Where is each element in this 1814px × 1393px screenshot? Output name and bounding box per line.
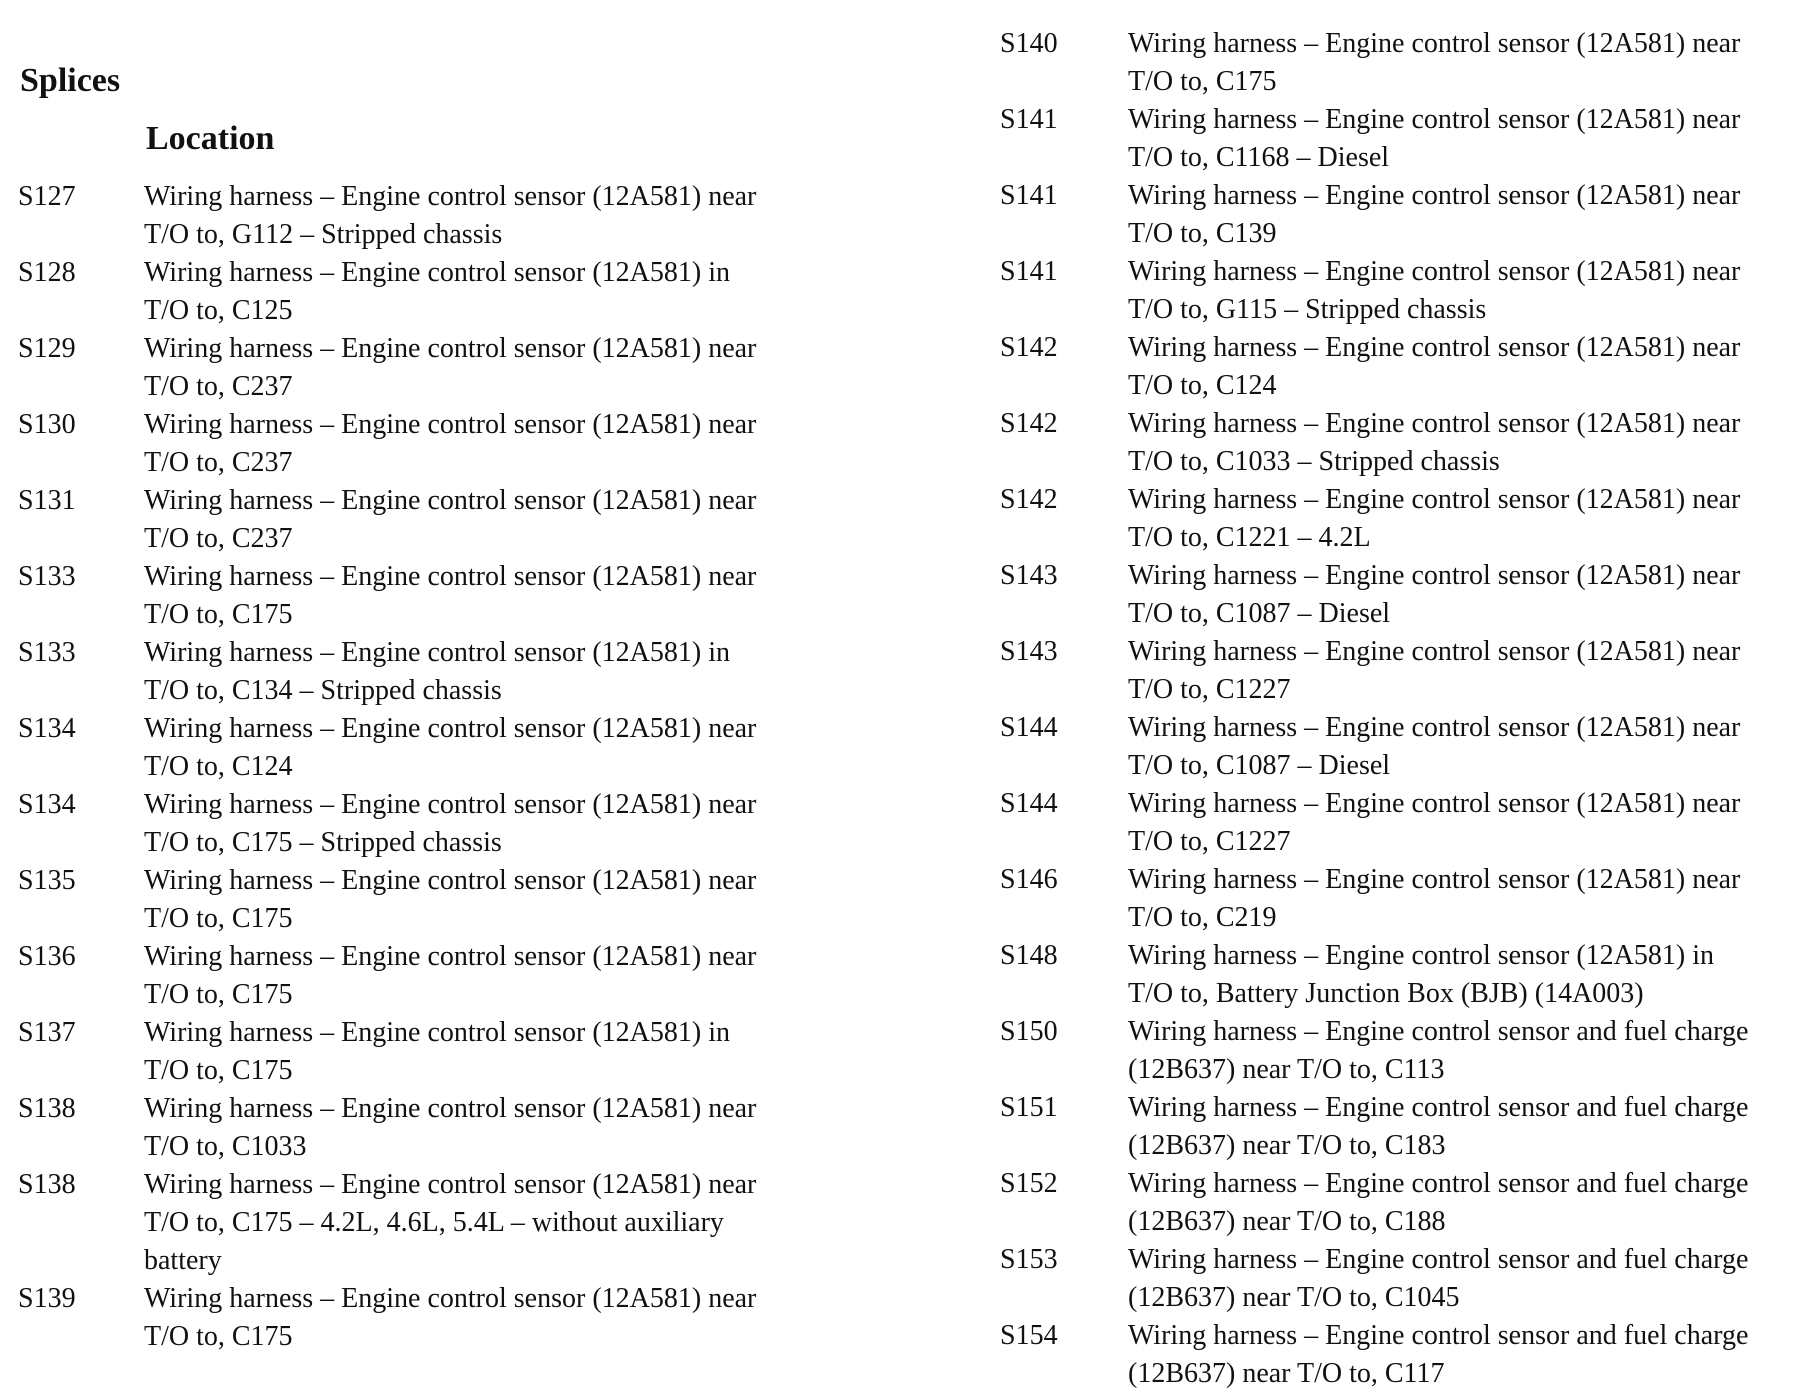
splice-location-line: Wiring harness – Engine control sensor (12A581) in bbox=[144, 637, 730, 668]
splice-location bbox=[144, 710, 816, 786]
splice-location-line: T/O to, C175 – 4.2L, 4.6L, 5.4L – without auxiliary bbox=[144, 1207, 724, 1238]
splice-entry bbox=[1000, 481, 1800, 557]
splice-location bbox=[144, 254, 816, 330]
splice-entry bbox=[18, 634, 798, 710]
splice-entry bbox=[18, 1280, 798, 1356]
splice-id: S137 bbox=[18, 1017, 76, 1048]
splice-location bbox=[1128, 861, 1796, 937]
splice-entry bbox=[18, 1014, 798, 1090]
splice-location-line: Wiring harness – Engine control sensor (12A581) near bbox=[144, 789, 757, 820]
splice-location-line: T/O to, G112 – Stripped chassis bbox=[144, 219, 503, 250]
splice-location bbox=[1128, 25, 1796, 101]
splice-entry bbox=[18, 1166, 798, 1280]
splice-location-line: Wiring harness – Engine control sensor (12A581) near bbox=[1128, 408, 1741, 439]
splice-entry bbox=[18, 1090, 798, 1166]
splice-location-line: Wiring harness – Engine control sensor (12A581) near bbox=[1128, 636, 1741, 667]
splice-location-line: Wiring harness – Engine control sensor (12A581) near bbox=[1128, 332, 1741, 363]
splice-entry bbox=[1000, 709, 1800, 785]
splice-entry bbox=[18, 710, 798, 786]
splice-location-line: Wiring harness – Engine control sensor (12A581) near bbox=[1128, 712, 1741, 743]
splice-location-line: Wiring harness – Engine control sensor and fuel charge bbox=[1128, 1092, 1749, 1123]
page-heading: Splices bbox=[20, 62, 121, 99]
splice-id: S146 bbox=[1000, 864, 1058, 895]
splice-entry bbox=[18, 862, 798, 938]
splice-location-line: T/O to, C125 bbox=[144, 295, 293, 326]
splice-id: S141 bbox=[1000, 256, 1058, 287]
splice-location bbox=[1128, 1089, 1796, 1165]
splice-location bbox=[144, 406, 816, 482]
splice-location-line: T/O to, C175 bbox=[144, 979, 293, 1010]
splice-location-line: (12B637) near T/O to, C183 bbox=[1128, 1130, 1446, 1161]
splice-location bbox=[1128, 1013, 1796, 1089]
splice-location bbox=[1128, 253, 1796, 329]
splice-entry bbox=[18, 786, 798, 862]
splice-location bbox=[144, 862, 816, 938]
splice-location-line: T/O to, C124 bbox=[1128, 370, 1277, 401]
splice-location-line: T/O to, C237 bbox=[144, 371, 293, 402]
splice-id: S133 bbox=[18, 637, 76, 668]
splice-location-line: T/O to, C175 bbox=[144, 1055, 293, 1086]
splice-entry bbox=[1000, 177, 1800, 253]
splice-entry bbox=[18, 254, 798, 330]
splice-id: S128 bbox=[18, 257, 76, 288]
splice-entry bbox=[1000, 633, 1800, 709]
splice-id: S152 bbox=[1000, 1168, 1058, 1199]
splice-location-line: Wiring harness – Engine control sensor (12A581) in bbox=[144, 257, 730, 288]
splice-id: S133 bbox=[18, 561, 76, 592]
splice-location-line: Wiring harness – Engine control sensor and fuel charge bbox=[1128, 1244, 1749, 1275]
splice-entry bbox=[1000, 101, 1800, 177]
splice-id: S139 bbox=[18, 1283, 76, 1314]
splice-id: S153 bbox=[1000, 1244, 1058, 1275]
splice-id: S127 bbox=[18, 181, 76, 212]
splice-location-line: Wiring harness – Engine control sensor and fuel charge bbox=[1128, 1320, 1749, 1351]
splice-location bbox=[144, 1280, 816, 1356]
splice-location-line: (12B637) near T/O to, C117 bbox=[1128, 1358, 1445, 1389]
splice-location-line: Wiring harness – Engine control sensor and fuel charge bbox=[1128, 1016, 1749, 1047]
splice-location bbox=[1128, 405, 1796, 481]
splice-id: S150 bbox=[1000, 1016, 1058, 1047]
splice-location bbox=[1128, 101, 1796, 177]
splice-location-line: Wiring harness – Engine control sensor (12A581) near bbox=[1128, 104, 1741, 135]
splice-id: S131 bbox=[18, 485, 76, 516]
splice-entry bbox=[1000, 1241, 1800, 1317]
splice-location bbox=[1128, 785, 1796, 861]
splice-location-line: T/O to, C1033 – Stripped chassis bbox=[1128, 446, 1500, 477]
location-column-heading: Location bbox=[146, 120, 275, 157]
splice-location-line: T/O to, C124 bbox=[144, 751, 293, 782]
splice-entry bbox=[18, 482, 798, 558]
splice-location bbox=[1128, 1165, 1796, 1241]
splice-entry bbox=[18, 938, 798, 1014]
splice-location bbox=[144, 786, 816, 862]
splice-id: S143 bbox=[1000, 560, 1058, 591]
splice-id: S134 bbox=[18, 789, 76, 820]
splice-entry bbox=[1000, 557, 1800, 633]
splice-location-line: (12B637) near T/O to, C188 bbox=[1128, 1206, 1446, 1237]
splice-location-line: Wiring harness – Engine control sensor and fuel charge bbox=[1128, 1168, 1749, 1199]
splice-location-line: T/O to, G115 – Stripped chassis bbox=[1128, 294, 1487, 325]
splice-list-left bbox=[18, 178, 798, 1356]
splice-location-line: T/O to, C1221 – 4.2L bbox=[1128, 522, 1371, 553]
splice-location-line: Wiring harness – Engine control sensor (12A581) near bbox=[144, 1283, 757, 1314]
splice-location-line: Wiring harness – Engine control sensor (12A581) near bbox=[144, 1169, 757, 1200]
splice-location-line: Wiring harness – Engine control sensor (12A581) in bbox=[1128, 940, 1714, 971]
splice-entry bbox=[18, 178, 798, 254]
splice-entry bbox=[1000, 25, 1800, 101]
splice-id: S144 bbox=[1000, 712, 1058, 743]
splice-location-line: T/O to, C1033 bbox=[144, 1131, 307, 1162]
splice-id: S142 bbox=[1000, 408, 1058, 439]
splice-location bbox=[1128, 709, 1796, 785]
splice-location-line: T/O to, C175 bbox=[144, 1321, 293, 1352]
splice-id: S136 bbox=[18, 941, 76, 972]
splice-location-line: battery bbox=[144, 1245, 222, 1276]
splice-location-line: Wiring harness – Engine control sensor (12A581) near bbox=[144, 1093, 757, 1124]
splice-location bbox=[144, 1166, 816, 1280]
splice-location-line: T/O to, C219 bbox=[1128, 902, 1277, 933]
splice-location-line: Wiring harness – Engine control sensor (12A581) in bbox=[144, 1017, 730, 1048]
splice-entry bbox=[1000, 1317, 1800, 1393]
splice-location-line: (12B637) near T/O to, C113 bbox=[1128, 1054, 1445, 1085]
splice-location bbox=[1128, 633, 1796, 709]
splice-location-line: Wiring harness – Engine control sensor (12A581) near bbox=[144, 941, 757, 972]
splice-location bbox=[1128, 329, 1796, 405]
splice-location-line: Wiring harness – Engine control sensor (12A581) near bbox=[1128, 788, 1741, 819]
splice-location bbox=[144, 1090, 816, 1166]
splice-location-line: T/O to, C134 – Stripped chassis bbox=[144, 675, 502, 706]
splice-location bbox=[144, 938, 816, 1014]
splice-id: S130 bbox=[18, 409, 76, 440]
splice-location-line: Wiring harness – Engine control sensor (12A581) near bbox=[144, 713, 757, 744]
splice-id: S143 bbox=[1000, 636, 1058, 667]
splice-location bbox=[1128, 481, 1796, 557]
splice-location-line: Wiring harness – Engine control sensor (12A581) near bbox=[1128, 256, 1741, 287]
splice-location bbox=[1128, 1241, 1796, 1317]
splice-id: S129 bbox=[18, 333, 76, 364]
splice-location-line: T/O to, C1168 – Diesel bbox=[1128, 142, 1390, 173]
splice-location-line: (12B637) near T/O to, C1045 bbox=[1128, 1282, 1460, 1313]
splice-location bbox=[144, 634, 816, 710]
splice-location bbox=[144, 1014, 816, 1090]
splice-id: S141 bbox=[1000, 180, 1058, 211]
splice-location-line: T/O to, C1227 bbox=[1128, 674, 1291, 705]
splice-location-line: T/O to, C139 bbox=[1128, 218, 1277, 249]
splice-location-line: Wiring harness – Engine control sensor (12A581) near bbox=[144, 561, 757, 592]
splice-id: S154 bbox=[1000, 1320, 1058, 1351]
splice-location-line: T/O to, C1227 bbox=[1128, 826, 1291, 857]
splice-location-line: Wiring harness – Engine control sensor (12A581) near bbox=[144, 485, 757, 516]
splice-list-right bbox=[1000, 25, 1800, 1393]
splice-entry bbox=[18, 558, 798, 634]
splice-entry bbox=[18, 330, 798, 406]
splice-location bbox=[144, 178, 816, 254]
splice-id: S140 bbox=[1000, 28, 1058, 59]
splice-location-line: Wiring harness – Engine control sensor (12A581) near bbox=[1128, 560, 1741, 591]
splice-location-line: T/O to, C1087 – Diesel bbox=[1128, 750, 1391, 781]
splice-location-line: Wiring harness – Engine control sensor (12A581) near bbox=[144, 865, 757, 896]
splice-location-line: Wiring harness – Engine control sensor (12A581) near bbox=[144, 409, 757, 440]
splice-entry bbox=[1000, 785, 1800, 861]
splice-location bbox=[1128, 557, 1796, 633]
splice-entry bbox=[1000, 1165, 1800, 1241]
splice-location-line: T/O to, C175 – Stripped chassis bbox=[144, 827, 502, 858]
splice-location bbox=[1128, 1317, 1796, 1393]
splice-location-line: Wiring harness – Engine control sensor (12A581) near bbox=[1128, 180, 1741, 211]
splice-location-line: T/O to, C175 bbox=[144, 903, 293, 934]
splice-entry bbox=[1000, 405, 1800, 481]
splice-location-line: Wiring harness – Engine control sensor (12A581) near bbox=[1128, 28, 1741, 59]
splice-location-line: T/O to, Battery Junction Box (BJB) (14A003) bbox=[1128, 978, 1644, 1009]
splice-entry bbox=[1000, 861, 1800, 937]
splice-location-line: T/O to, C175 bbox=[1128, 66, 1277, 97]
splice-entry bbox=[1000, 329, 1800, 405]
splice-id: S142 bbox=[1000, 332, 1058, 363]
splice-id: S148 bbox=[1000, 940, 1058, 971]
splice-location bbox=[144, 482, 816, 558]
splice-id: S142 bbox=[1000, 484, 1058, 515]
splice-location bbox=[1128, 177, 1796, 253]
splice-location-line: Wiring harness – Engine control sensor (12A581) near bbox=[144, 333, 757, 364]
splice-id: S135 bbox=[18, 865, 76, 896]
splice-id: S141 bbox=[1000, 104, 1058, 135]
splice-location-line: Wiring harness – Engine control sensor (12A581) near bbox=[144, 181, 757, 212]
splice-entry bbox=[1000, 1013, 1800, 1089]
splice-location-line: T/O to, C237 bbox=[144, 523, 293, 554]
splice-entry bbox=[1000, 1089, 1800, 1165]
splice-location-line: T/O to, C175 bbox=[144, 599, 293, 630]
splice-entry bbox=[18, 406, 798, 482]
splice-location-line: T/O to, C237 bbox=[144, 447, 293, 478]
splice-location-line: Wiring harness – Engine control sensor (12A581) near bbox=[1128, 484, 1741, 515]
splice-location-line: T/O to, C1087 – Diesel bbox=[1128, 598, 1391, 629]
splice-location bbox=[144, 330, 816, 406]
splice-id: S138 bbox=[18, 1093, 76, 1124]
splice-id: S151 bbox=[1000, 1092, 1058, 1123]
splice-location-line: Wiring harness – Engine control sensor (12A581) near bbox=[1128, 864, 1741, 895]
splice-id: S134 bbox=[18, 713, 76, 744]
splice-id: S138 bbox=[18, 1169, 76, 1200]
splice-entry bbox=[1000, 253, 1800, 329]
splice-id: S144 bbox=[1000, 788, 1058, 819]
splice-entry bbox=[1000, 937, 1800, 1013]
splice-location bbox=[144, 558, 816, 634]
splice-location bbox=[1128, 937, 1796, 1013]
